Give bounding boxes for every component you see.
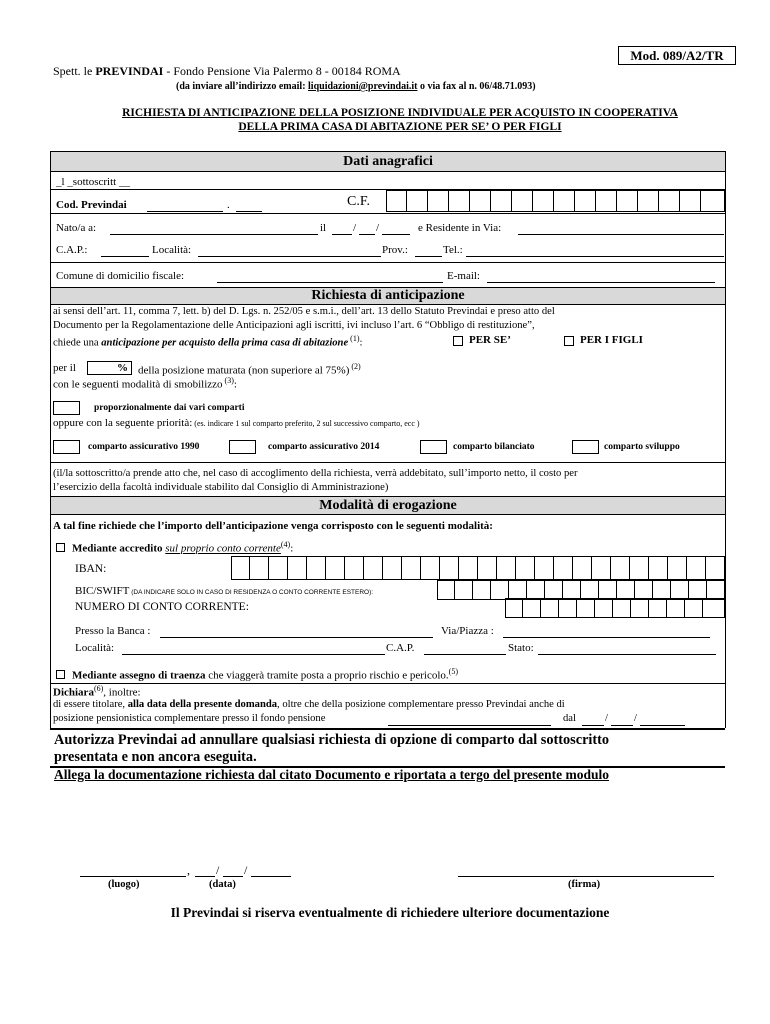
banca-localita-field[interactable] [122,654,385,655]
send-email-link[interactable]: liquidazioni@previndai.it [308,81,418,92]
tel-label: Tel.: [443,244,463,256]
banca-field[interactable] [160,637,433,638]
dal-month-field[interactable] [611,725,633,726]
richiesta-text-line3 [53,334,362,349]
localita-field[interactable] [198,256,381,257]
footnote-2: (2) [349,362,361,371]
il-label: il [320,222,327,234]
footer-note: Il Previndai si riserva eventualmente di richiedere ulteriore documentazione [170,905,610,920]
per-se-label: PER SE’ [469,334,511,346]
numero-conto-label: NUMERO DI CONTO CORRENTE: [75,601,249,613]
form-title-line1: RICHIESTA DI ANTICIPAZIONE DELLA POSIZIONE INDIVIDUALE PER ACQUISTO IN COOPERATIVA [122,107,678,119]
accredito-colon: : [290,542,294,555]
per-figli-label: PER I FIGLI [580,334,643,346]
send-prefix: (da inviare all’indirizzo email: [176,81,309,92]
autorizza-line1: Autorizza Previndai ad annullare qualsiasi richiesta di opzione di comparto dal sottoscritto [54,732,610,748]
priorita-note: (es. indicare 1 sul comparto preferito, 2 sul successivo comparto, ecc ) [192,419,420,428]
recipient-address [53,64,401,79]
assegno-option [72,667,458,682]
date-separator: / [244,863,248,877]
send-suffix: o via fax al n. 06/48.71.093) [417,81,536,92]
bic-note: (DA INDICARE SOLO IN CASO DI RESIDENZA O CONTO CORRENTE ESTERO): [129,589,374,596]
birth-month-field[interactable] [359,234,375,235]
banca-cap-label: C.A.P. [386,642,415,654]
stato-label: Stato: [508,642,534,654]
birth-year-field[interactable] [382,234,410,235]
cap-field[interactable] [101,256,149,257]
line3-bold: anticipazione per acquisto della prima casa di abitazione [101,337,349,349]
divider [50,728,725,730]
assegno-label: Mediante assegno di traenza [72,669,206,682]
section-title-richiesta: Richiesta di anticipazione [51,288,725,304]
iban-input-grid[interactable] [231,556,725,580]
comparto-sviluppo-label: comparto sviluppo [604,442,680,452]
divider [50,171,725,172]
per-figli-checkbox[interactable] [564,336,574,346]
costo-note-line2: l’esercizio della facoltà individuale stabilito dal Consiglio di Amministrazione) [53,482,389,493]
priorita-label: oppure con la seguente priorità: [53,417,193,429]
smobilizzo-label: con le seguenti modalità di smobilizzo [53,378,223,391]
line3-colon: : [359,337,363,349]
autorizza-line2: presentata e non ancora eseguita. [54,749,257,765]
assegno-checkbox[interactable] [56,670,65,679]
posizione-text [138,362,361,377]
module-code: Mod. 089/A2/TR [618,46,736,65]
prov-label: Prov.: [382,244,408,256]
residente-label: e Residente in Via: [418,222,502,234]
recipient-rest: - Fondo Pensione Via Palermo 8 - 00184 ROMA [163,64,401,78]
dal-day-field[interactable] [582,725,604,726]
proporzionale-input[interactable] [53,401,80,415]
comparto-bilanciato-label: comparto bilanciato [453,442,535,452]
fondo-pensione-field[interactable] [388,725,551,726]
stato-field[interactable] [538,654,716,655]
dichiara-line3: posizione pensionistica complementare presso il fondo pensione [53,713,326,724]
cod-separator: . [227,199,230,211]
footnote-5: (5) [448,667,458,676]
recipient-name: PREVINDAI [95,64,164,78]
tel-field[interactable] [466,256,724,257]
banca-localita-label: Località: [75,642,115,654]
luogo-label: (luogo) [108,879,140,890]
footnote-4: (4) [280,540,291,549]
footnote-3: (3) [222,376,234,385]
sign-year-field[interactable] [251,876,291,877]
sign-day-field[interactable] [195,876,215,877]
luogo-field[interactable] [80,876,186,877]
comparto-sviluppo-input[interactable] [572,440,599,454]
date-separator: / [605,713,608,724]
cf-input-grid[interactable] [386,190,725,212]
recipient-prefix: Spett. le [53,64,96,78]
comparto-bilanciato-input[interactable] [420,440,447,454]
smobilizzo-text [53,376,237,391]
comune-field[interactable] [217,282,443,283]
dichiara-rest: , inoltre: [103,686,141,699]
dichiara-bold: alla data della presente domanda [127,699,278,710]
birthplace-field[interactable] [110,234,318,235]
accredito-checkbox[interactable] [56,543,65,552]
sign-month-field[interactable] [223,876,243,877]
footnote-1: (1) [348,334,360,343]
posizione-label: della posizione maturata (non superiore al 75%) [138,364,350,377]
smobilizzo-colon: : [233,378,237,391]
birth-day-field[interactable] [332,234,352,235]
bic-label: BIC/SWIFT [75,585,130,597]
accredito-option [72,540,293,555]
date-separator: / [353,222,357,234]
divider [50,262,725,263]
divider [50,213,725,214]
via-piazza-label: Via/Piazza : [441,625,494,637]
dichiara-prefix: di essere titolare, [53,699,128,710]
dichiara-label: Dichiara [53,686,94,699]
priorita-text [53,417,420,429]
dichiara-line2 [53,699,565,710]
localita-label: Località: [152,244,192,256]
footnote-6: (6) [93,684,104,693]
divider [50,304,725,305]
dal-label: dal [563,713,576,724]
cod-previndai-suffix-field[interactable] [236,211,262,212]
iban-label: IBAN: [75,563,107,575]
richiesta-text-line1: ai sensi dell’art. 11, comma 7, lett. b) del D. Lgs. n. 252/05 e s.m.i., dell’art. 13 dello Statuto Previndai e preso atto del [53,306,555,317]
dichiara-rest-text: , oltre che della posizione complementare presso Previndai anche di [277,699,565,710]
nato-label: Nato/a a: [56,222,97,234]
divider [50,514,725,515]
dal-year-field[interactable] [640,725,685,726]
dichiara-heading [53,684,141,699]
banca-cap-field[interactable] [424,654,506,655]
frame-left [50,151,51,728]
comune-label: Comune di domicilio fiscale: [56,270,185,282]
costo-note-line1: (il/la sottoscritto/a prende atto che, nel caso di accoglimento della richiesta, verrà addebitato, sull’importo netto, il costo per [53,468,578,479]
conto-corrente-label: sul proprio conto corrente [165,542,281,555]
comparto-2014-label: comparto assicurativo 2014 [268,442,380,452]
cod-previndai-label: Cod. Previndai [56,199,127,211]
date-comma: , [187,863,190,877]
section-title-anagrafici: Dati anagrafici [51,152,725,171]
email-label: E-mail: [447,270,480,282]
cod-previndai-field[interactable] [147,211,223,212]
email-field[interactable] [487,282,715,283]
per-il-label: per il [53,362,76,374]
firma-field[interactable] [458,876,714,877]
divider [50,462,725,463]
prov-field[interactable] [415,256,442,257]
percent-sign: % [117,362,128,374]
erogazione-intro: A tal fine richiede che l’importo dell’anticipazione venga corrisposto con le seguenti modalità: [53,520,493,532]
send-instructions [176,81,536,92]
via-piazza-field[interactable] [503,637,710,638]
banca-label: Presso la Banca : [75,625,151,637]
assegno-rest: che viaggerà tramite posta a proprio rischio e pericolo. [205,669,449,682]
comparto-1990-input[interactable] [53,440,80,454]
richiesta-text-line2: Documento per la Regolamentazione delle Anticipazioni agli iscritti, ivi incluso l’art. 6 “Obbligo di restituzione”, [53,320,535,331]
comparto-1990-label: comparto assicurativo 1990 [88,442,200,452]
data-label: (data) [209,879,236,890]
comparto-2014-input[interactable] [229,440,256,454]
cap-label: C.A.P.: [56,244,88,256]
numero-conto-input-grid[interactable] [505,598,725,618]
form-title-line2: DELLA PRIMA CASA DI ABITAZIONE PER SE’ O PER FIGLI [238,121,562,133]
sottoscritto-label: _l _sottoscritt __ [56,176,130,188]
date-separator: / [634,713,637,724]
line3-prefix: chiede una [53,337,102,349]
allega-text: Allega la documentazione richiesta dal citato Documento e riportata a tergo del presente modulo [54,767,610,782]
frame-right [725,151,726,728]
bic-input-grid[interactable] [437,580,725,600]
section-title-erogazione: Modalità di erogazione [51,497,725,514]
cf-label: C.F. [347,194,371,209]
firma-label: (firma) [568,879,601,890]
per-se-checkbox[interactable] [453,336,463,346]
divider [50,683,725,684]
bic-row [75,585,373,597]
date-separator: / [216,863,220,877]
address-field[interactable] [518,234,724,235]
accredito-label: Mediante accredito [72,542,166,555]
proporzionale-label: proporzionalmente dai vari comparti [94,403,245,413]
date-separator: / [376,222,380,234]
